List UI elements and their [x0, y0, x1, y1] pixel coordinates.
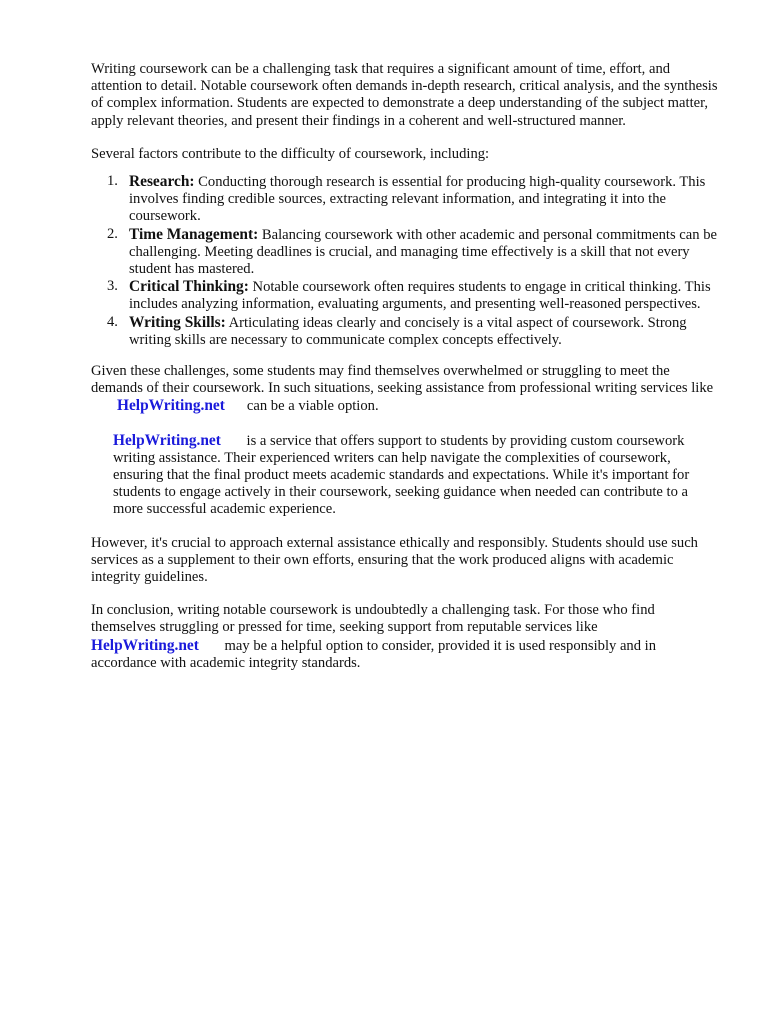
intro-paragraph: Writing coursework can be a challenging task that requires a significant amount of time, effort, and attention to detail. Notable coursework often demands in-depth research, critical analysis, and the synthesis of complex information. Students are expected to demonstrate a deep understanding of the subject matter, apply relevant theories, and present their findings in a coherent and well-structured manner.	[91, 61, 718, 129]
service-paragraph	[91, 432, 721, 519]
factors-list	[91, 173, 721, 349]
list-item	[91, 173, 721, 226]
list-item	[91, 226, 721, 279]
helpwriting-link[interactable]: HelpWriting.net	[91, 636, 199, 654]
list-item	[91, 278, 721, 313]
list-item-term: Research:	[129, 173, 195, 191]
list-item-number: 2.	[107, 225, 118, 242]
list-item	[91, 314, 721, 349]
challenges-paragraph	[91, 363, 721, 416]
list-item-term: Writing Skills:	[129, 313, 226, 331]
document-page	[91, 61, 721, 688]
conclusion-text-before: In conclusion, writing notable coursework is undoubtedly a challenging task. For those who find themselves struggling or pressed for time, seeking support from reputable services like	[91, 602, 655, 636]
helpwriting-link[interactable]: HelpWriting.net	[113, 431, 221, 449]
helpwriting-link[interactable]: HelpWriting.net	[117, 397, 225, 415]
conclusion-text-after: may be a helpful option to consider, provided it is used responsibly and in accordance with academic integrity standards.	[91, 637, 657, 671]
list-item-text: Articulating ideas clearly and concisely is a vital aspect of coursework. Strong writing skills are necessary to communicate complex concepts effectively.	[129, 314, 687, 348]
list-item-number: 1.	[107, 173, 118, 190]
list-item-term: Critical Thinking:	[129, 278, 249, 296]
list-item-number: 3.	[107, 278, 118, 295]
service-text: is a service that offers support to students by providing custom coursework writing assistance. Their experienced writers can help navigate the complexities of coursework, ensuring that the final product meets academic standards and expectations. While it's important for students to engage actively in their coursework, seeking guidance when needed can contribute to a more successful academic experience.	[113, 432, 690, 518]
list-item-term: Time Management:	[129, 225, 259, 243]
list-item-text: Balancing coursework with other academic and personal commitments can be challenging. Meeting deadlines is crucial, and managing time effectively is a skill that not every student has mastered.	[129, 226, 717, 278]
list-item-text: Notable coursework often requires students to engage in critical thinking. This includes analyzing information, evaluating arguments, and presenting well-reasoned perspectives.	[129, 279, 711, 313]
factors-lead-paragraph: Several factors contribute to the difficulty of coursework, including:	[91, 145, 490, 162]
ethics-paragraph: However, it's crucial to approach external assistance ethically and responsibly. Students should use such services as a supplement to their own efforts, ensuring that the work produced aligns with academic integrity guidelines.	[91, 534, 698, 586]
challenges-text-after: can be a viable option.	[246, 398, 379, 415]
conclusion-paragraph	[91, 602, 721, 672]
challenges-text-before: Given these challenges, some students may find themselves overwhelmed or struggling to meet the demands of their coursework. In such situations, seeking assistance from professional writing services like	[91, 363, 714, 397]
list-item-text: Conducting thorough research is essential for producing high-quality coursework. This involves finding credible sources, extracting relevant information, and integrating it into the coursework.	[129, 174, 706, 225]
list-item-number: 4.	[107, 313, 118, 330]
